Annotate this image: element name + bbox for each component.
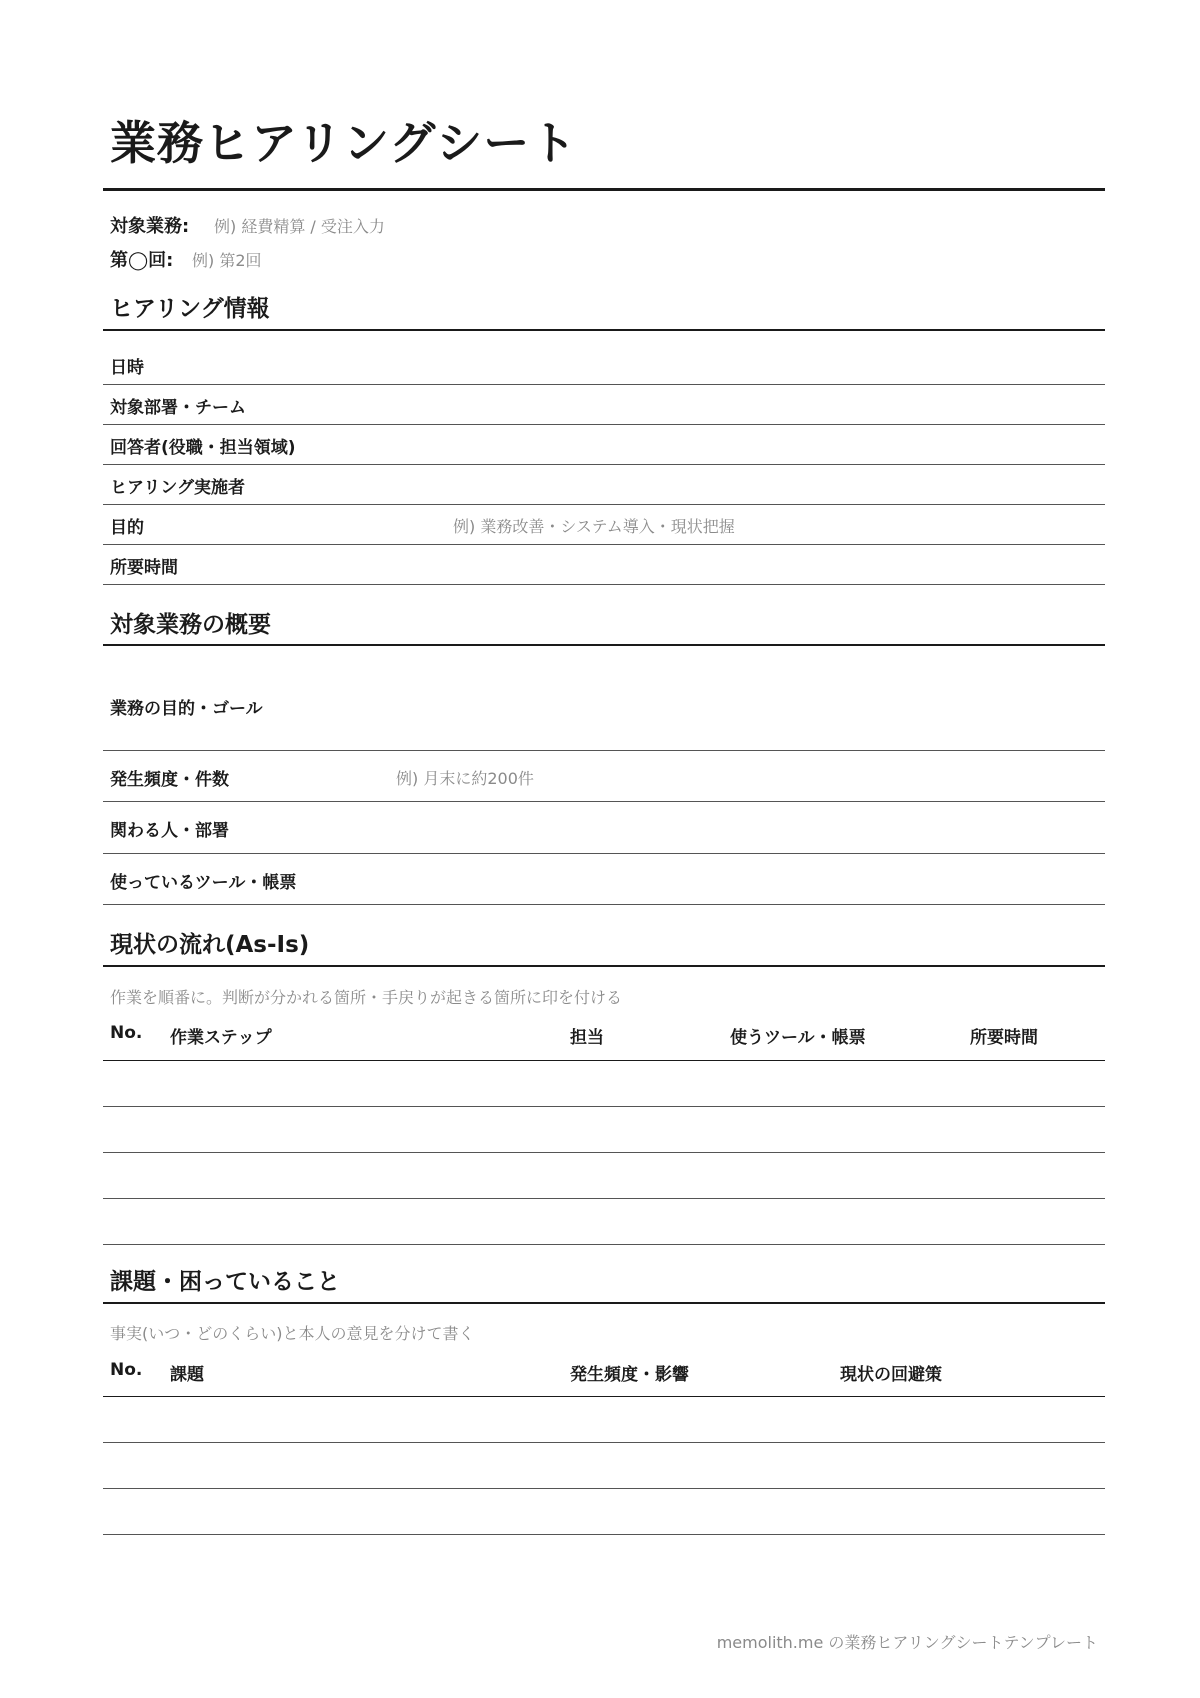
frequency-example[interactable]: 例) 月末に約200件 [396, 769, 534, 788]
table-row[interactable] [103, 1442, 1105, 1443]
section-rule [103, 965, 1105, 967]
table-row[interactable] [103, 1488, 1105, 1489]
table-row[interactable] [103, 1244, 1105, 1245]
table-row[interactable] [103, 1198, 1105, 1199]
row-purpose: 目的 [110, 518, 144, 538]
section-rule [103, 1302, 1105, 1304]
round-example[interactable]: 例) 第2回 [192, 251, 262, 270]
row-divider [103, 424, 1105, 425]
row-frequency: 発生頻度・件数 [110, 770, 229, 790]
section-rule [103, 644, 1105, 646]
footer-credit: memolith.me の業務ヒアリングシートテンプレート [716, 1633, 1098, 1652]
row-divider [103, 464, 1105, 465]
section-hearing-info: ヒアリング情報 [110, 296, 270, 322]
purpose-example[interactable]: 例) 業務改善・システム導入・現状把握 [453, 517, 735, 536]
table-row[interactable] [103, 1534, 1105, 1535]
row-goal: 業務の目的・ゴール [110, 699, 263, 719]
issues-note: 事実(いつ・どのくらい)と本人の意見を分けて書く [110, 1324, 475, 1343]
row-divider [103, 584, 1105, 585]
row-divider [103, 504, 1105, 505]
col-step: 作業ステップ [170, 1028, 272, 1048]
col-impact: 発生頻度・影響 [570, 1365, 689, 1385]
row-department: 対象部署・チーム [110, 398, 246, 418]
row-respondent: 回答者(役職・担当領域) [110, 438, 296, 458]
row-datetime: 日時 [110, 358, 144, 378]
table-header-rule [103, 1060, 1105, 1061]
section-rule [103, 329, 1105, 331]
table-header-rule [103, 1396, 1105, 1397]
col-workaround: 現状の回避策 [840, 1365, 942, 1385]
row-divider [103, 904, 1105, 905]
asis-note: 作業を順番に。判断が分かれる箇所・手戻りが起きる箇所に印を付ける [110, 988, 623, 1007]
row-divider [103, 750, 1105, 751]
col-owner: 担当 [570, 1028, 604, 1048]
table-row[interactable] [103, 1152, 1105, 1153]
section-issues: 課題・困っていること [110, 1269, 340, 1295]
col-tools: 使うツール・帳票 [730, 1028, 866, 1048]
row-duration: 所要時間 [110, 558, 178, 578]
title-rule [103, 188, 1105, 191]
col-issue: 課題 [170, 1365, 204, 1385]
row-tools: 使っているツール・帳票 [110, 873, 297, 893]
round-label: 第◯回: [110, 250, 174, 271]
row-divider [103, 384, 1105, 385]
col-no: No. [110, 1360, 143, 1380]
target-label: 対象業務: [110, 216, 190, 237]
col-no: No. [110, 1023, 143, 1043]
row-divider [103, 544, 1105, 545]
section-overview: 対象業務の概要 [110, 612, 271, 638]
target-example[interactable]: 例) 経費精算 / 受注入力 [214, 217, 385, 236]
table-row[interactable] [103, 1106, 1105, 1107]
row-divider [103, 853, 1105, 854]
row-people: 関わる人・部署 [110, 821, 229, 841]
row-divider [103, 801, 1105, 802]
section-asis: 現状の流れ(As-Is) [110, 932, 310, 958]
row-interviewer: ヒアリング実施者 [110, 478, 245, 498]
col-time: 所要時間 [970, 1028, 1038, 1048]
page-title: 業務ヒアリングシート [110, 116, 578, 170]
